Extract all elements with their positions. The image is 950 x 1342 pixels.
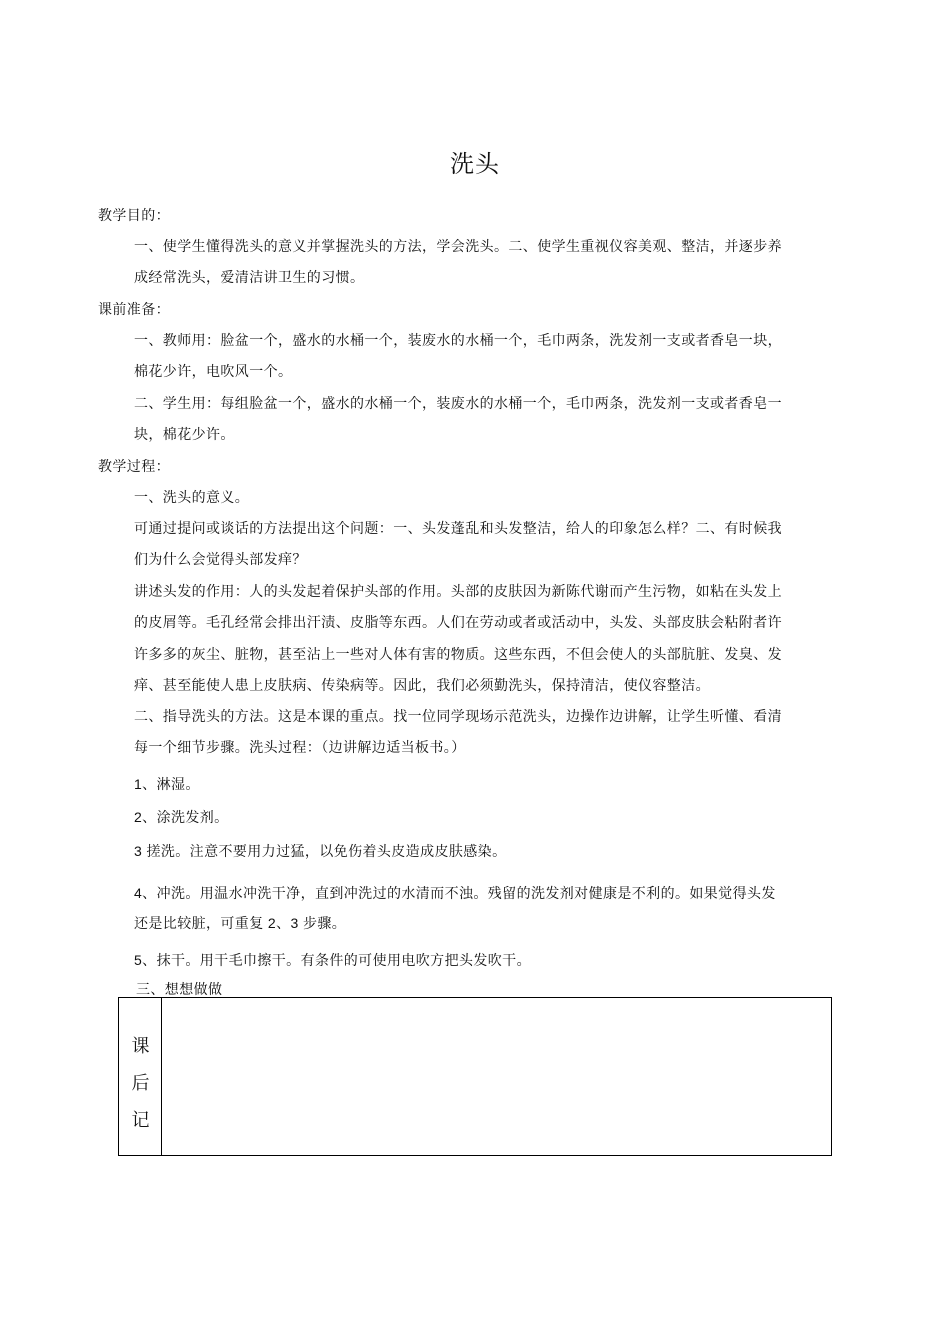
objectives-line-1: 一、使学生懂得洗头的意义并掌握洗头的方法，学会洗头。二、使学生重视仪容美观、整洁，并逐步养 <box>134 239 782 255</box>
part1-para1-line-1: 可通过提问或谈话的方法提出这个问题：一、头发蓬乱和头发整洁，给人的印象怎么样？二、有时候我 <box>134 521 782 537</box>
objectives-heading: 教学目的： <box>98 208 170 224</box>
part1-title: 一、洗头的意义。 <box>134 490 250 506</box>
afterclass-label-char-1: 课 <box>131 1036 150 1057</box>
step-4-line-1: 4、冲洗。用温水冲洗干净，直到冲洗过的水清而不浊。残留的洗发剂对健康是不利的。如果觉得头发 <box>134 885 776 901</box>
step-4-line-2: 还是比较脏，可重复 2、3 步骤。 <box>134 915 347 931</box>
part2-line-2: 每一个细节步骤。洗头过程：（边讲解边适当板书。） <box>134 740 466 756</box>
teacher-materials-line-1: 一、教师用：脸盆一个，盛水的水桶一个，装废水的水桶一个，毛巾两条，洗发剂一支或者香皂一块， <box>134 333 782 349</box>
step-2: 2、涂洗发剂。 <box>134 809 229 825</box>
process-heading: 教学过程： <box>98 459 170 475</box>
part1-para2-line-4: 痒、甚至能使人患上皮肤病、传染病等。因此，我们必须勤洗头，保持清洁，使仪容整洁。 <box>134 678 710 694</box>
afterclass-notes-table <box>118 997 832 1156</box>
afterclass-content-cell <box>162 998 831 1155</box>
objectives-line-2: 成经常洗头，爱清洁讲卫生的习惯。 <box>134 270 365 286</box>
part2-line-1: 二、指导洗头的方法。这是本课的重点。找一位同学现场示范洗头，边操作边讲解，让学生听懂、看清 <box>134 709 782 725</box>
step-5: 5、抹干。用干毛巾擦干。有条件的可使用电吹方把头发吹干。 <box>134 952 531 968</box>
step-1: 1、淋湿。 <box>134 776 200 792</box>
afterclass-label-char-2: 后 <box>131 1073 150 1094</box>
step-3: 3 搓洗。注意不要用力过猛，以免伤着头皮造成皮肤感染。 <box>134 843 507 859</box>
page-title: 洗头 <box>450 150 500 178</box>
part1-para2-line-2: 的皮屑等。毛孔经常会排出汗渍、皮脂等东西。人们在劳动或者或活动中，头发、头部皮肤会粘附者许 <box>134 615 782 631</box>
afterclass-label-cell <box>119 998 162 1155</box>
part1-para2-line-1: 讲述头发的作用：人的头发起着保护头部的作用。头部的皮肤因为新陈代谢而产生污物，如粘在头发上 <box>134 584 782 600</box>
part1-para2-line-3: 许多多的灰尘、脏物，甚至沾上一些对人体有害的物质。这些东西，不但会使人的头部肮脏、发臭、发 <box>134 647 782 663</box>
part3-title: 三、想想做做 <box>136 982 223 998</box>
afterclass-label-char-3: 记 <box>131 1110 150 1131</box>
student-materials-line-2: 块，棉花少许。 <box>134 427 235 443</box>
student-materials-line-1: 二、学生用：每组脸盆一个，盛水的水桶一个，装废水的水桶一个，毛巾两条，洗发剂一支或者香皂一 <box>134 396 782 412</box>
part1-para1-line-2: 们为什么会觉得头部发痒？ <box>134 552 307 568</box>
teacher-materials-line-2: 棉花少许，电吹风一个。 <box>134 364 293 380</box>
preparation-heading: 课前准备： <box>98 302 170 318</box>
